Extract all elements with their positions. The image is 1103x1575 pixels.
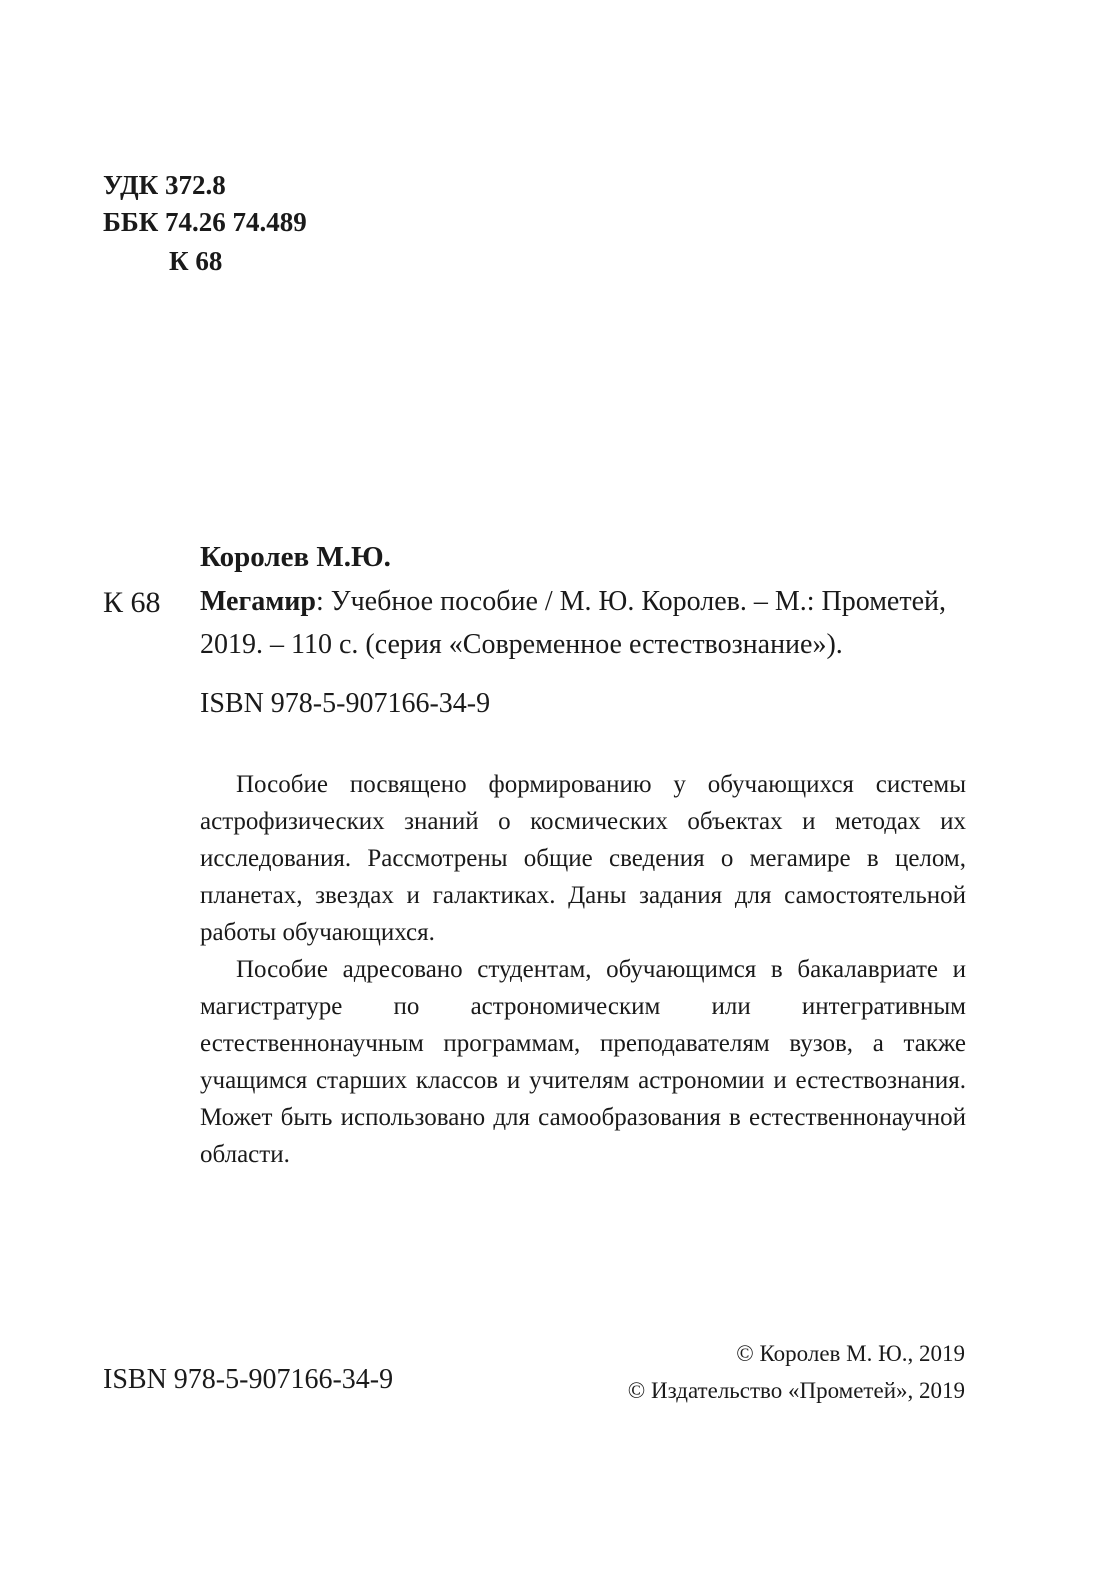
- footer-isbn: ISBN 978-5-907166-34-9: [103, 1364, 394, 1395]
- publication-line: 2019. – 110 с. (серия «Современное естествознание»).: [200, 629, 843, 660]
- author-heading: Королев М.Ю.: [200, 541, 391, 573]
- copyright-publisher: © Издательство «Прометей», 2019: [627, 1378, 965, 1403]
- annotation-paragraph-2: Пособие адресовано студентам, обучающимся в бакалавриате и магистратуре по астрономическим или интегративным естественнонаучным программам, преподавателям вузов, а также учащимся старших классов и учителям астрономии и естествознания. Может быть использовано для самообразования в естественнонаучной области.: [200, 956, 966, 1168]
- annotation-paragraph-1: Пособие посвящено формированию у обучающихся системы астрофизических знаний о космических объектах и методах их исследования. Рассмотрены общие сведения о мегамире в целом, планетах, звездах и галактиках. Даны задания для самостоятельной работы обучающихся.: [200, 771, 966, 946]
- annotation: [200, 766, 966, 1173]
- bbk-code: ББК 74.26 74.489: [103, 207, 307, 237]
- title-line: [200, 580, 946, 624]
- copyright-author: © Королев М. Ю., 2019: [736, 1341, 965, 1366]
- book-title: Мегамир: [200, 586, 316, 617]
- side-author-mark: К 68: [103, 586, 161, 619]
- udk-code: УДК 372.8: [103, 170, 226, 200]
- title-description: : Учебное пособие / М. Ю. Королев. – М.: Прометей,: [315, 586, 947, 617]
- author-mark-code: К 68: [169, 246, 223, 276]
- entry-isbn: ISBN 978-5-907166-34-9: [200, 688, 491, 719]
